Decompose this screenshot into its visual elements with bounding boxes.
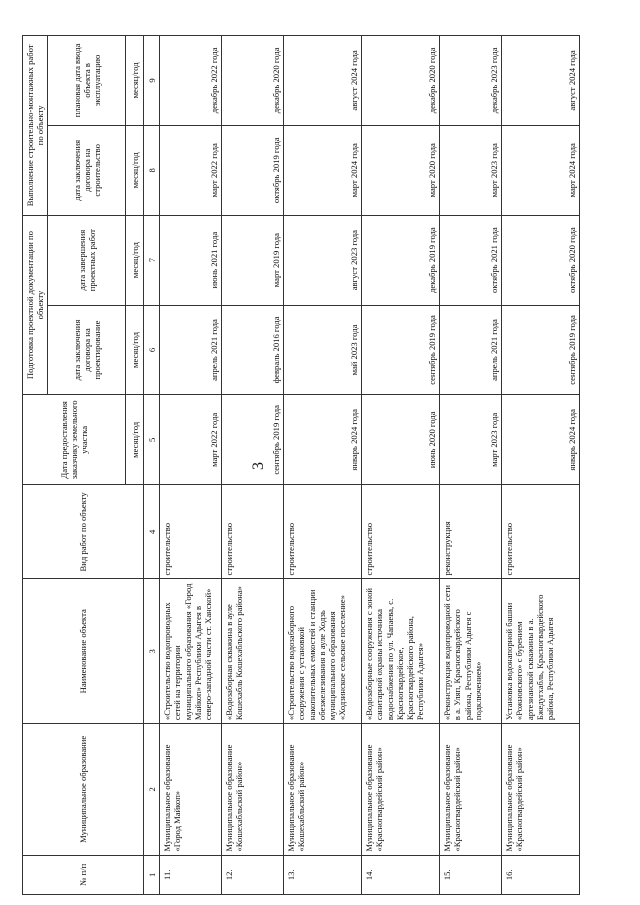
constr-contract-cell: март 2024 года [284, 125, 362, 215]
header-land-date: Дата предоставления заказчику земельного участка [23, 395, 126, 485]
table-row [362, 36, 440, 895]
column-number: 8 [144, 125, 160, 215]
commissioning-cell: декабрь 2020 года [222, 36, 284, 126]
land-date-cell: сентябрь 2019 года [222, 395, 284, 485]
land-date-cell: июнь 2020 года [362, 395, 440, 485]
land-date-cell: январь 2024 года [502, 395, 580, 485]
constr-contract-cell: март 2020 года [362, 125, 440, 215]
constr-contract-cell: март 2023 года [440, 125, 502, 215]
design-complete-cell: март 2019 года [222, 215, 284, 305]
unit-label: месяц/год [126, 305, 144, 395]
object-cell: «Строительство водозаборного сооружения с установкой накопительных емкостей и станции обезжелезивания в ауле Ходзь муниципального образования «Ходзинское сельское поселение» [284, 579, 362, 724]
header-group-design: Подготовка проектной документации по объекту [23, 215, 48, 395]
object-cell: Установка водонапорной башни «Рожновского» с бурением артезианской скважины в а. Бжедугхабль, Красногвардейского района, Республики Адыгея [502, 579, 580, 724]
design-complete-cell: октябрь 2021 года [440, 215, 502, 305]
column-number: 3 [144, 579, 160, 724]
header-group-construction: Выполнение строительно-монтажных работ по объекту [23, 36, 48, 216]
constr-contract-cell: март 2024 года [502, 125, 580, 215]
object-cell: «Водозаборная скважина в ауле Кошехабль Кошехабльского района» [222, 579, 284, 724]
table-row [502, 36, 580, 895]
commissioning-cell: декабрь 2023 года [440, 36, 502, 126]
commissioning-cell: декабрь 2020 года [362, 36, 440, 126]
design-complete-cell: декабрь 2019 года [362, 215, 440, 305]
column-number: 5 [144, 395, 160, 485]
page-number: 3 [250, 462, 267, 470]
municipality-cell: Муниципальное образование «Красногвардейский район» [440, 724, 502, 855]
land-date-cell: март 2023 года [440, 395, 502, 485]
municipality-cell: Муниципальное образование «Красногвардейский район» [502, 724, 580, 855]
row-number: 12. [222, 855, 284, 894]
commissioning-cell: август 2024 года [502, 36, 580, 126]
municipality-cell: Муниципальное образование «Кошехабльский район» [284, 724, 362, 855]
work-type-cell: строительство [160, 485, 222, 579]
commissioning-cell: декабрь 2022 года [160, 36, 222, 126]
unit-label: месяц/год [126, 395, 144, 485]
design-contract-cell: апрель 2021 года [440, 305, 502, 395]
row-number: 16. [502, 855, 580, 894]
table-row [284, 36, 362, 895]
header-design-complete: дата завершения проектных работ [48, 215, 126, 305]
header-commissioning: плановая дата ввода объекта в эксплуатацию [48, 36, 126, 126]
object-cell: «Строительство водопроводных сетей на территории муниципального образования «Город Майкоп» Республики Адыгея в северо-западной части ст. Ханской» [160, 579, 222, 724]
work-type-cell: реконструкция [440, 485, 502, 579]
work-type-cell: строительство [284, 485, 362, 579]
row-number: 15. [440, 855, 502, 894]
municipality-cell: Муниципальное образование «Кошехабльский район» [222, 724, 284, 855]
work-type-cell: строительство [222, 485, 284, 579]
unit-label: месяц/год [126, 125, 144, 215]
header-object: Наименование объекта [23, 579, 144, 724]
design-complete-cell: июнь 2021 года [160, 215, 222, 305]
land-date-cell: январь 2024 года [284, 395, 362, 485]
constr-contract-cell: октябрь 2019 года [222, 125, 284, 215]
object-cell: «Реконструкция водопроводной сети в а. Уляп, Красногвардейского района, Республики Адыгея с подключением» [440, 579, 502, 724]
header-no: № п/п [23, 855, 144, 894]
table-row [440, 36, 502, 895]
design-contract-cell: февраль 2016 года [222, 305, 284, 395]
header-constr-contract: дата заключения договора на строительство [48, 125, 126, 215]
table-row [222, 36, 284, 895]
header-design-contract: дата заключения договора на проектирование [48, 305, 126, 395]
construction-schedule-table [22, 35, 580, 895]
column-number: 9 [144, 36, 160, 126]
object-cell: «Водозаборные сооружения с зоной санитарной охраны источника водоснабжения по ул. Чапаева, с. Красногвардейское, Красногвардейского района, Республики Адыгея» [362, 579, 440, 724]
design-complete-cell: август 2023 года [284, 215, 362, 305]
design-contract-cell: сентябрь 2019 года [502, 305, 580, 395]
design-complete-cell: октябрь 2020 года [502, 215, 580, 305]
municipality-cell: Муниципальное образование «Город Майкоп» [160, 724, 222, 855]
header-work-type: Вид работ по объекту [23, 485, 144, 579]
work-type-cell: строительство [362, 485, 440, 579]
unit-label: месяц/год [126, 215, 144, 305]
design-contract-cell: сентябрь 2019 года [362, 305, 440, 395]
design-contract-cell: май 2023 года [284, 305, 362, 395]
row-number: 13. [284, 855, 362, 894]
header-municipality: Муниципальное образование [23, 724, 144, 855]
unit-label: месяц/год [126, 36, 144, 126]
table-row [160, 36, 222, 895]
land-date-cell: март 2022 года [160, 395, 222, 485]
column-number: 2 [144, 724, 160, 855]
work-type-cell: строительство [502, 485, 580, 579]
column-number: 1 [144, 855, 160, 894]
column-number: 6 [144, 305, 160, 395]
design-contract-cell: апрель 2021 года [160, 305, 222, 395]
municipality-cell: Муниципальное образование «Красногвардейский район» [362, 724, 440, 855]
row-number: 14. [362, 855, 440, 894]
commissioning-cell: август 2024 года [284, 36, 362, 126]
column-number: 4 [144, 485, 160, 579]
document-sheet [22, 35, 578, 895]
row-number: 11. [160, 855, 222, 894]
constr-contract-cell: март 2022 года [160, 125, 222, 215]
column-number: 7 [144, 215, 160, 305]
